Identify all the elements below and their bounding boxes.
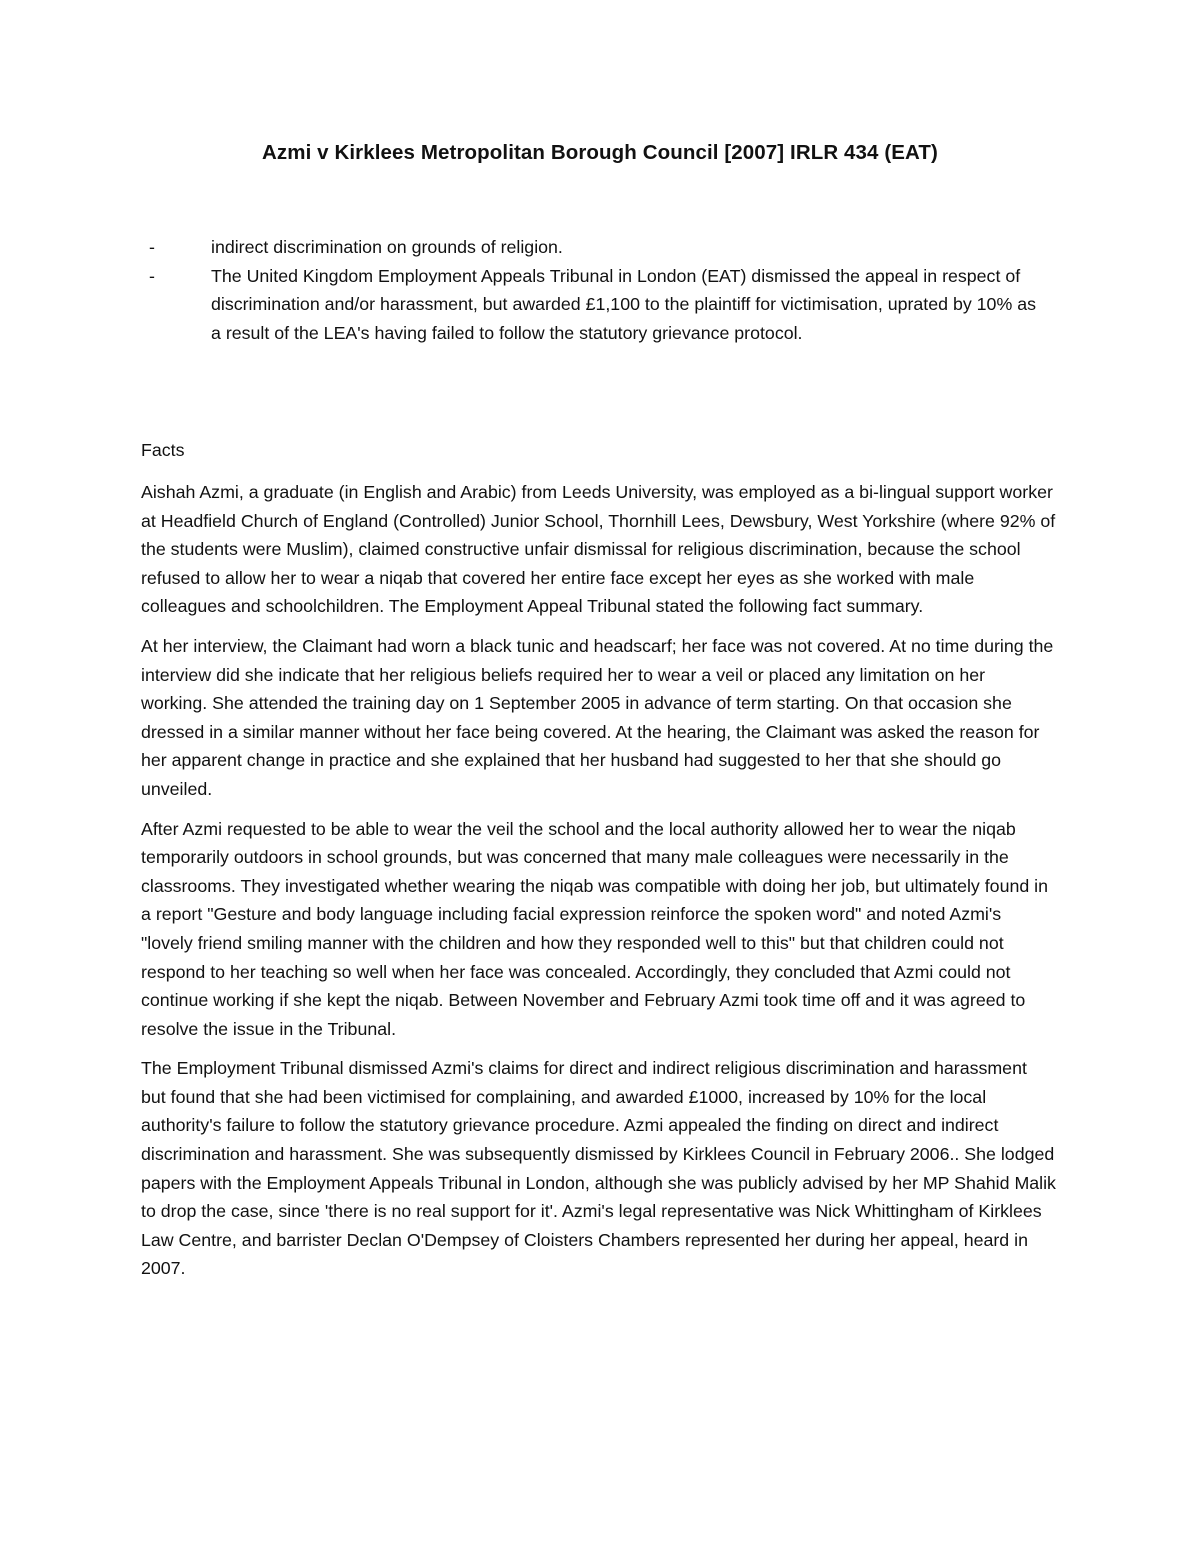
bullet-item — [145, 233, 1045, 262]
facts-heading: Facts — [141, 440, 185, 460]
paragraph: At her interview, the Claimant had worn a black tunic and headscarf; her face was not covered. At no time during the interview did she indicate that her religious beliefs required her to wear a veil or placed any limitation on her working. She attended the training day on 1 September 2005 in advance of term starting. On that occasion she dressed in a similar manner without her face being covered. At the hearing, the Claimant was asked the reason for her apparent change in practice and she explained that her husband had suggested to her that she should go unveiled. — [141, 635, 1054, 799]
paragraph: The Employment Tribunal dismissed Azmi's claims for direct and indirect religious discrimination and harassment but found that she had been victimised for complaining, and awarded £1000, increased by 10% for the local authority's failure to follow the statutory grievance procedure. Azmi appealed the finding on direct and indirect discrimination and harassment. She was subsequently dismissed by Kirklees Council in February 2006.. She lodged papers with the Employment Appeals Tribunal in London, although she was publicly advised by her MP Shahid Malik to drop the case, since 'there is no real support for it'. Azmi's legal representative was Nick Whittingham of Kirklees Law Centre, and barrister Declan O'Dempsey of Cloisters Chambers represented her during her appeal, heard in 2007. — [141, 1058, 1056, 1279]
facts-body — [141, 478, 1056, 1294]
bullet-text: The United Kingdom Employment Appeals Tribunal in London (EAT) dismissed the appeal in respect of discrimination and/or harassment, but awarded £1,100 to the plaintiff for victimisation, uprated by 10% as a result of the LEA's having failed to follow the statutory grievance protocol. — [211, 265, 1036, 343]
paragraph: Aishah Azmi, a graduate (in English and Arabic) from Leeds University, was employed as a bi-lingual support worker at Headfield Church of England (Controlled) Junior School, Thornhill Lees, Dewsbury, West Yorkshire (where 92% of the students were Muslim), claimed constructive unfair dismissal for religious discrimination, because the school refused to allow her to wear a niqab that covered her entire face except her eyes as she worked with male colleagues and schoolchildren. The Employment Appeal Tribunal stated the following fact summary. — [141, 482, 1056, 617]
bullet-item — [145, 262, 1045, 348]
document-title: Azmi v Kirklees Metropolitan Borough Council [2007] IRLR 434 (EAT) — [262, 141, 938, 164]
bullet-marker: - — [149, 265, 155, 286]
paragraph: After Azmi requested to be able to wear the veil the school and the local authority allowed her to wear the niqab temporarily outdoors in school grounds, but was concerned that many male colleagues were necessarily in the classrooms. They investigated whether wearing the niqab was compatible with doing her job, but ultimately found in a report "Gesture and body language including facial expression reinforce the spoken word" and noted Azmi's "lovely friend smiling manner with the children and how they responded well to this" but that children could not respond to her teaching so well when her face was concealed. Accordingly, they concluded that Azmi could not continue working if she kept the niqab. Between November and February Azmi took time off and it was agreed to resolve the issue in the Tribunal. — [141, 818, 1049, 1039]
bullet-marker: - — [149, 237, 155, 257]
summary-bullet-list — [145, 233, 1045, 347]
bullet-text: indirect discrimination on grounds of religion. — [211, 237, 563, 257]
